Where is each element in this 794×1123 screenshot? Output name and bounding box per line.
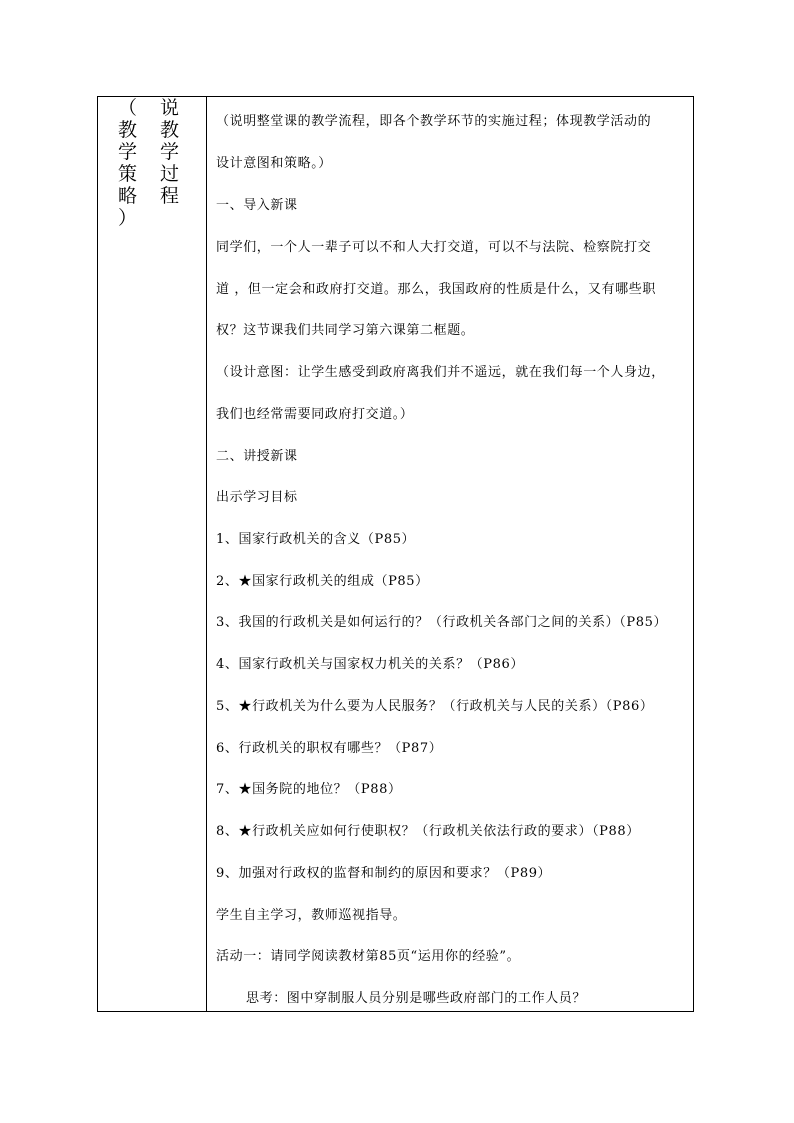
- label-char: ）: [118, 207, 138, 229]
- design-intent-line: （设计意图：让学生感受到政府离我们并不遥远，就在我们每一个人身边，: [216, 365, 665, 380]
- objective-item: 9、加强对行政权的监督和制约的原因和要求？（P89）: [216, 866, 552, 881]
- section-heading: 二、讲授新课: [216, 449, 298, 464]
- design-intent-line: 我们也经常需要同政府打交道。）: [216, 407, 414, 422]
- instruction-line: 设计意图和策略。）: [216, 156, 332, 171]
- label-char: 教: [118, 119, 138, 141]
- objective-item: 4、国家行政机关与国家权力机关的关系？（P86）: [216, 657, 524, 672]
- paragraph-line: 同学们，一个人一辈子可以不和人大打交道，可以不与法院、检察院打交: [216, 240, 652, 255]
- objective-item: 1、国家行政机关的含义（P85）: [216, 532, 416, 547]
- label-char: 说: [160, 97, 180, 119]
- label-char: 学: [160, 141, 180, 163]
- lesson-table: [97, 96, 694, 1012]
- label-char: （: [118, 97, 138, 119]
- paragraph-line: 道 ，但一定会和政府打交道。那么，我国政府的性质是什么，又有哪些职: [216, 282, 656, 297]
- activity-line: 活动一：请同学阅读教材第85页“运用你的经验”。: [216, 949, 521, 964]
- teaching-strategy-label: [118, 97, 137, 229]
- objective-item: 3、我国的行政机关是如何运行的？（行政机关各部门之间的关系）（P85）: [216, 615, 668, 630]
- section-heading: 一、导入新课: [216, 198, 298, 213]
- objective-item: 8、★行政机关应如何行使职权？（行政机关依法行政的要求）（P88）: [216, 824, 640, 839]
- label-char: 策: [118, 163, 138, 185]
- objective-item: 2、★国家行政机关的组成（P85）: [216, 574, 429, 589]
- paragraph-line: 学生自主学习，教师巡视指导。: [216, 908, 407, 923]
- objective-item: 5、★行政机关为什么要为人民服务？（行政机关与人民的关系）（P86）: [216, 699, 654, 714]
- label-char: 程: [160, 185, 180, 207]
- section-label-cell: [98, 97, 207, 1011]
- objective-item: 7、★国务院的地位？（P88）: [216, 782, 402, 797]
- label-char: 略: [118, 185, 138, 207]
- teaching-process-label: [160, 97, 179, 207]
- paragraph-line: 权？这节课我们共同学习第六课第二框题。: [216, 323, 475, 338]
- label-char: 学: [118, 141, 138, 163]
- objective-item: 6、行政机关的职权有哪些？（P87）: [216, 741, 443, 756]
- instruction-line: （说明整堂课的教学流程，即各个教学环节的实施过程；体现教学活动的: [216, 114, 652, 129]
- question-line: 思考：图中穿制服人员分别是哪些政府部门的工作人员？: [246, 991, 587, 1006]
- label-char: 过: [160, 163, 180, 185]
- label-char: 教: [160, 119, 180, 141]
- objectives-heading: 出示学习目标: [216, 490, 298, 505]
